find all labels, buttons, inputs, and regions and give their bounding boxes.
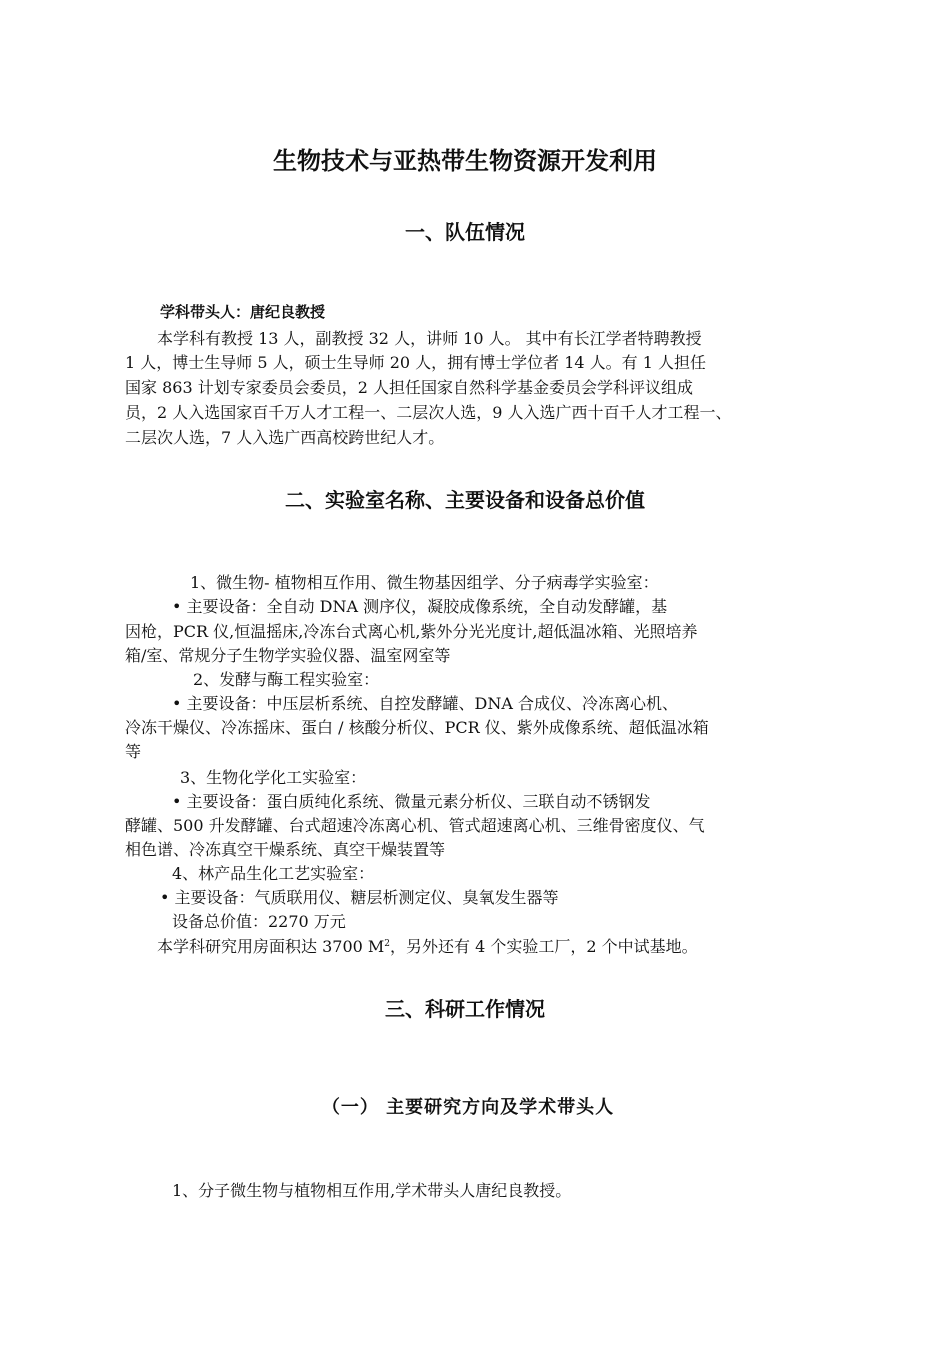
research-direction-item: 1、分子微生物与植物相互作用,学术带头人唐纪良教授。: [172, 1181, 572, 1200]
section1-heading: 一、队伍情况: [405, 220, 525, 244]
lab1-equipment-line: 因枪，PCR 仪,恒温摇床,冷冻台式离心机,紫外分光光度计,超低温冰箱、光照培养: [125, 622, 698, 641]
lab3-equipment-line: • 主要设备：蛋白质纯化系统、微量元素分析仪、三联自动不锈钢发: [172, 792, 651, 811]
team-text-line: 本学科有教授 13 人，副教授 32 人，讲师 10 人。 其中有长江学者特聘教授: [157, 329, 702, 348]
lab3-title: 3、生物化学化工实验室：: [180, 768, 367, 787]
lab1-title: 1、微生物- 植物相互作用、微生物基因组学、分子病毒学实验室：: [190, 573, 659, 592]
lab2-equipment-line: • 主要设备：中压层析系统、自控发酵罐、DNA 合成仪、冷冻离心机、: [172, 694, 678, 713]
lab4-equipment-line: • 主要设备：气质联用仪、糖层析测定仪、臭氧发生器等: [160, 888, 559, 907]
team-text-line: 二层次人选，7 人入选广西高校跨世纪人才。: [125, 428, 445, 447]
research-area-line: [157, 935, 698, 958]
section3-heading: 三、科研工作情况: [385, 997, 545, 1021]
total-equipment-value: 设备总价值：2270 万元: [172, 912, 346, 931]
lab4-title: 4、林产品生化工艺实验室：: [172, 864, 375, 883]
team-text-line: 1 人，博士生导师 5 人，硕士生导师 20 人，拥有博士学位者 14 人。有 1 人担任: [125, 353, 707, 372]
lab2-equipment-line: 冷冻干燥仪、冷冻摇床、蛋白 / 核酸分析仪、PCR 仪、紫外成像系统、超低温冰箱: [125, 718, 709, 737]
lab1-equipment-line: 箱/室、常规分子生物学实验仪器、温室网室等: [125, 646, 451, 665]
section2-heading: 二、实验室名称、主要设备和设备总价值: [285, 488, 645, 512]
research-area-suffix: ，另外还有 4 个实验工厂，2 个中试基地。: [390, 937, 698, 956]
research-area-unit-superscript: 2: [384, 939, 391, 949]
document-title: 生物技术与亚热带生物资源开发利用: [273, 147, 657, 175]
lab3-equipment-line: 相色谱、冷冻真空干燥系统、真空干燥装置等: [125, 840, 446, 859]
team-text-line: 员，2 人入选国家百千万人才工程一、二层次人选，9 人入选广西十百千人才工程一、: [125, 403, 732, 422]
lab3-equipment-line: 酵罐、500 升发酵罐、台式超速冷冻离心机、管式超速离心机、三维骨密度仪、气: [125, 816, 705, 835]
lab2-equipment-line: 等: [125, 742, 142, 761]
research-subsection-heading: （一） 主要研究方向及学术带头人: [321, 1097, 615, 1118]
lab1-equipment-line: • 主要设备：全自动 DNA 测序仪，凝胶成像系统，全自动发酵罐，基: [172, 597, 668, 616]
research-area-prefix: 本学科研究用房面积达 3700 M: [157, 937, 385, 956]
lab2-title: 2、发酵与酶工程实验室：: [193, 670, 380, 689]
team-text-line: 国家 863 计划专家委员会委员，2 人担任国家自然科学基金委员会学科评议组成: [125, 378, 693, 397]
discipline-leader: 学科带头人：唐纪良教授: [160, 303, 326, 321]
